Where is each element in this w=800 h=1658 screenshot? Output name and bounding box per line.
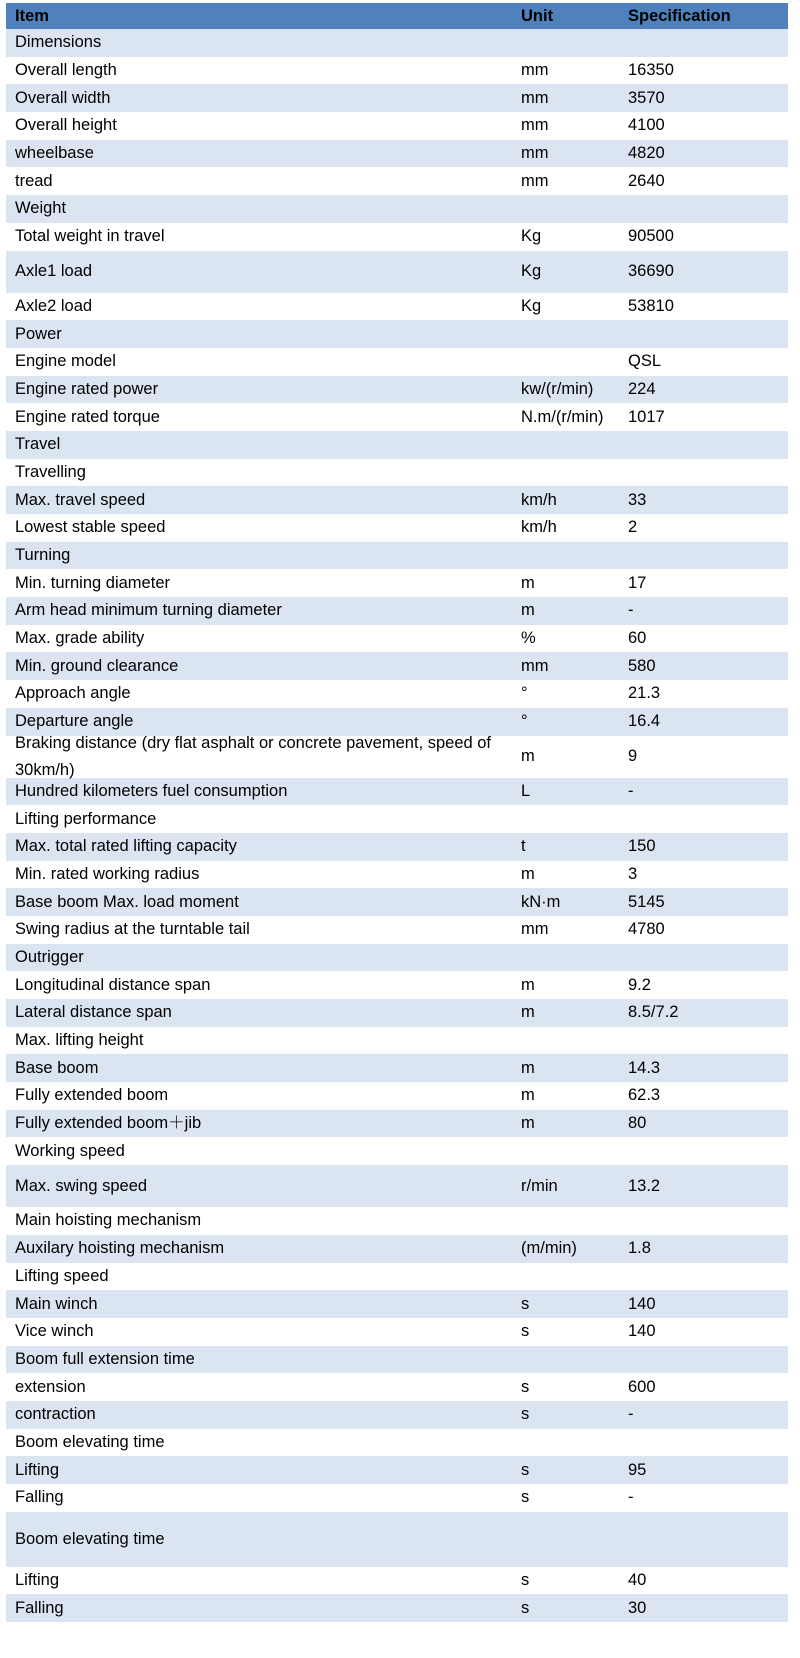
row-unit: Kg <box>521 296 542 315</box>
table-row <box>6 1567 788 1595</box>
row-item: Auxilary hoisting mechanism <box>15 1239 225 1258</box>
row-item: Max. grade ability <box>15 629 145 648</box>
row-item: Power <box>15 324 62 343</box>
row-spec: 16350 <box>628 61 674 80</box>
row-spec: 1.8 <box>628 1239 651 1258</box>
row-unit: mm <box>521 116 549 135</box>
row-spec: - <box>628 781 634 800</box>
row-unit: m <box>521 975 535 994</box>
row-item: Max. travel speed <box>15 490 146 509</box>
row-spec: - <box>628 601 634 620</box>
table-row <box>6 1235 788 1263</box>
row-spec: 580 <box>628 656 656 675</box>
table-row <box>6 112 788 140</box>
row-item: Boom elevating time <box>15 1529 165 1548</box>
row-item: Braking distance (dry flat asphalt or concrete pavement, speed of 30km/h) <box>15 733 492 779</box>
table-row <box>6 778 788 806</box>
row-unit: % <box>521 629 536 648</box>
row-item: Weight <box>15 199 67 218</box>
table-row <box>6 348 788 376</box>
table-row <box>6 486 788 514</box>
table-row <box>6 1082 788 1110</box>
table-row <box>6 1054 788 1082</box>
row-spec: 140 <box>628 1322 656 1341</box>
table-row <box>6 833 788 861</box>
row-item: Falling <box>15 1598 64 1617</box>
row-spec: 95 <box>628 1460 647 1479</box>
row-spec: 17 <box>628 573 647 592</box>
table-row <box>6 1429 788 1457</box>
row-unit: Kg <box>521 262 542 280</box>
table-row <box>6 29 788 57</box>
row-spec: - <box>628 1488 634 1507</box>
table-row <box>6 1207 788 1235</box>
row-item: Overall width <box>15 88 111 107</box>
row-spec: 4820 <box>628 144 665 163</box>
row-unit: m <box>521 864 535 883</box>
row-item: Axle2 load <box>15 296 93 315</box>
row-unit: s <box>521 1405 530 1424</box>
row-spec: 140 <box>628 1294 656 1313</box>
table-row <box>6 805 788 833</box>
row-spec: - <box>628 1405 634 1424</box>
row-unit: km/h <box>521 490 557 509</box>
table-row <box>6 1484 788 1512</box>
table-row <box>6 1346 788 1374</box>
row-unit: m <box>521 1058 535 1077</box>
row-spec: 9 <box>628 747 638 765</box>
row-spec: 3570 <box>628 88 665 107</box>
table-row <box>6 84 788 112</box>
row-unit: ° <box>521 712 528 731</box>
table-row <box>6 1512 788 1567</box>
table-row <box>6 223 788 251</box>
table-row <box>6 293 788 321</box>
row-item: Swing radius at the turntable tail <box>15 920 250 939</box>
row-spec: 600 <box>628 1377 656 1396</box>
row-unit: kN·m <box>521 892 561 911</box>
header-unit: Unit <box>521 6 554 25</box>
row-spec: 36690 <box>628 262 674 280</box>
row-item: Axle1 load <box>15 262 93 280</box>
row-item: Lifting performance <box>15 809 157 828</box>
row-spec: 4100 <box>628 116 665 135</box>
row-spec: 9.2 <box>628 975 651 994</box>
table-row <box>6 167 788 195</box>
row-unit: s <box>521 1598 530 1617</box>
row-item: extension <box>15 1377 86 1396</box>
table-body <box>6 29 788 1622</box>
row-item: Engine model <box>15 352 116 371</box>
row-item: Total weight in travel <box>15 227 165 246</box>
table-row <box>6 652 788 680</box>
row-item: Max. lifting height <box>15 1031 144 1050</box>
row-item: Falling <box>15 1488 64 1507</box>
row-item: Fully extended boom <box>15 1086 169 1105</box>
table-row <box>6 459 788 487</box>
row-item: Base boom Max. load moment <box>15 892 239 911</box>
row-spec: 33 <box>628 490 647 509</box>
table-row <box>6 999 788 1027</box>
row-item: Engine rated torque <box>15 407 160 426</box>
row-spec: 5145 <box>628 892 665 911</box>
row-spec: 14.3 <box>628 1058 661 1077</box>
row-item: Max. swing speed <box>15 1176 148 1195</box>
row-spec: 3 <box>628 864 638 883</box>
table-row <box>6 1137 788 1165</box>
row-spec: 2640 <box>628 171 665 190</box>
table-row <box>6 888 788 916</box>
table-row <box>6 733 788 779</box>
row-item: Travelling <box>15 462 86 481</box>
row-unit: s <box>521 1460 530 1479</box>
row-item: Travel <box>15 435 61 454</box>
row-unit: mm <box>521 88 549 107</box>
row-item: Longitudinal distance span <box>15 975 211 994</box>
row-item: Boom full extension time <box>15 1349 195 1368</box>
table-row <box>6 1401 788 1429</box>
row-item: Dimensions <box>15 33 102 52</box>
row-item: Min. ground clearance <box>15 656 179 675</box>
row-spec: 16.4 <box>628 712 661 731</box>
table-row <box>6 514 788 542</box>
table-row <box>6 1263 788 1291</box>
row-unit: m <box>521 1003 535 1022</box>
row-item: Lifting <box>15 1460 60 1479</box>
row-unit: mm <box>521 171 549 190</box>
row-item: Lowest stable speed <box>15 518 166 537</box>
row-item: Outrigger <box>15 947 84 966</box>
table-row <box>6 542 788 570</box>
row-item: Working speed <box>15 1141 125 1160</box>
row-item: Vice winch <box>15 1322 94 1341</box>
table-row <box>6 1290 788 1318</box>
row-item: tread <box>15 171 53 190</box>
row-unit: m <box>521 573 535 592</box>
row-spec: 62.3 <box>628 1086 661 1105</box>
table-row <box>6 431 788 459</box>
row-item: Main hoisting mechanism <box>15 1211 202 1230</box>
header-spec: Specification <box>628 6 731 25</box>
row-spec: 13.2 <box>628 1176 661 1195</box>
row-item: Max. total rated lifting capacity <box>15 837 237 856</box>
row-item: Boom elevating time <box>15 1432 165 1451</box>
table-row <box>6 403 788 431</box>
table-row <box>6 1456 788 1484</box>
row-spec: 60 <box>628 629 647 648</box>
row-unit: ° <box>521 684 528 703</box>
table-row <box>6 1027 788 1055</box>
row-spec: 40 <box>628 1571 647 1590</box>
row-spec: QSL <box>628 352 662 371</box>
row-unit: mm <box>521 656 549 675</box>
row-unit: m <box>521 747 535 765</box>
row-spec: 4780 <box>628 920 665 939</box>
row-spec: 90500 <box>628 227 674 246</box>
row-item: Hundred kilometers fuel consumption <box>15 781 288 800</box>
row-unit: N.m/(r/min) <box>521 407 604 426</box>
row-unit: mm <box>521 920 549 939</box>
row-item: Arm head minimum turning diameter <box>15 601 282 620</box>
row-item: Turning <box>15 546 71 565</box>
row-item: Engine rated power <box>15 379 159 398</box>
row-item: Approach angle <box>15 684 131 703</box>
row-unit: s <box>521 1322 530 1341</box>
row-spec: 1017 <box>628 407 665 426</box>
row-item: Departure angle <box>15 712 134 731</box>
row-item: Overall length <box>15 61 117 80</box>
row-item: Lifting <box>15 1571 60 1590</box>
row-unit: (m/min) <box>521 1239 577 1258</box>
row-item: Overall height <box>15 116 117 135</box>
table-row <box>6 625 788 653</box>
header-item: Item <box>15 6 49 25</box>
table-row <box>6 140 788 168</box>
row-unit: m <box>521 1086 535 1105</box>
row-item: contraction <box>15 1405 96 1424</box>
row-unit: mm <box>521 144 549 163</box>
row-unit: m <box>521 601 535 620</box>
row-item: Lateral distance span <box>15 1003 172 1022</box>
row-unit: s <box>521 1571 530 1590</box>
table-row <box>6 1373 788 1401</box>
row-spec: 8.5/7.2 <box>628 1003 679 1022</box>
table-row <box>6 680 788 708</box>
row-item: wheelbase <box>15 144 94 163</box>
row-unit: s <box>521 1488 530 1507</box>
table-row <box>6 57 788 85</box>
table-row <box>6 971 788 999</box>
row-unit: r/min <box>521 1176 558 1195</box>
row-spec: 53810 <box>628 296 674 315</box>
table-row <box>6 251 788 293</box>
row-unit: t <box>521 837 526 856</box>
row-item: Main winch <box>15 1294 98 1313</box>
table-row <box>6 569 788 597</box>
table-row <box>6 320 788 348</box>
table-row <box>6 1110 788 1138</box>
row-unit: km/h <box>521 518 557 537</box>
row-item: Base boom <box>15 1058 99 1077</box>
row-spec: 224 <box>628 379 656 398</box>
row-unit: L <box>521 781 531 800</box>
table-row <box>6 944 788 972</box>
table-row <box>6 597 788 625</box>
row-unit: s <box>521 1294 530 1313</box>
row-item: Min. turning diameter <box>15 573 170 592</box>
row-item: Min. rated working radius <box>15 864 200 883</box>
table-header <box>6 3 788 29</box>
table-row <box>6 1165 788 1207</box>
spec-table <box>6 3 788 1622</box>
row-spec: 2 <box>628 518 638 537</box>
row-unit: m <box>521 1114 535 1133</box>
row-unit: Kg <box>521 227 542 246</box>
row-unit: kw/(r/min) <box>521 379 594 398</box>
row-spec: 80 <box>628 1114 647 1133</box>
row-unit: s <box>521 1377 530 1396</box>
table-row <box>6 916 788 944</box>
table-row <box>6 1318 788 1346</box>
row-item: Lifting speed <box>15 1266 109 1285</box>
table-row <box>6 861 788 889</box>
row-item: Fully extended boom＋jib <box>15 1114 202 1133</box>
row-spec: 21.3 <box>628 684 661 703</box>
table-row <box>6 1594 788 1622</box>
row-spec: 150 <box>628 837 656 856</box>
row-unit: mm <box>521 61 549 80</box>
table-row <box>6 195 788 223</box>
row-spec: 30 <box>628 1598 647 1617</box>
table-row <box>6 376 788 404</box>
